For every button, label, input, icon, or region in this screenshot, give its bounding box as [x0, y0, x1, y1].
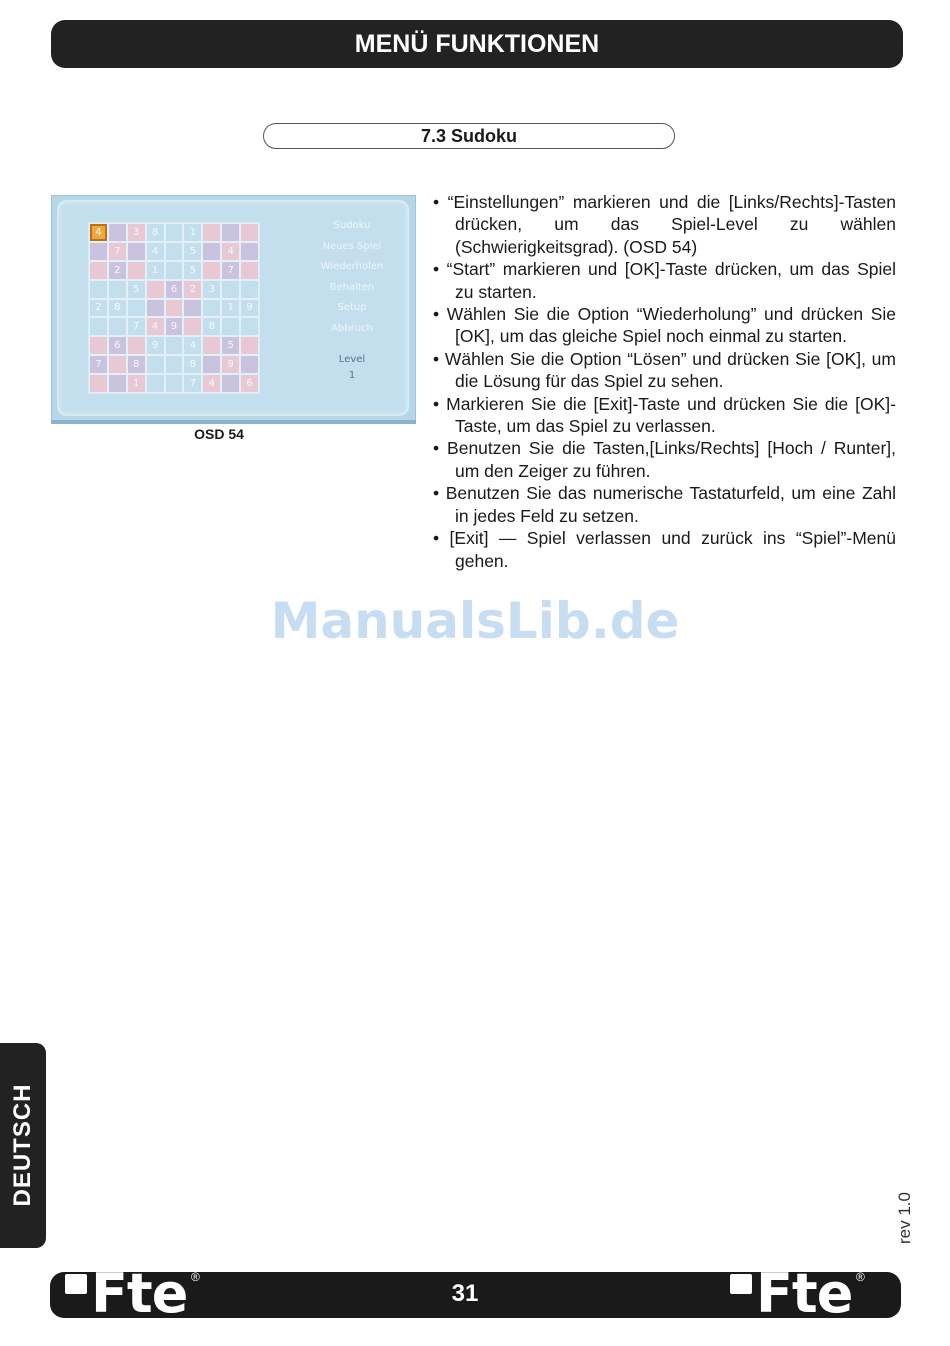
sudoku-cell[interactable] — [165, 261, 184, 280]
sudoku-cell[interactable]: 1 — [146, 261, 165, 280]
sudoku-cell[interactable]: 8 — [108, 299, 127, 318]
sudoku-cell[interactable]: 8 — [146, 223, 165, 242]
sudoku-cell[interactable] — [108, 355, 127, 374]
sudoku-cell[interactable]: 4 — [221, 242, 240, 261]
sudoku-cell[interactable] — [221, 223, 240, 242]
sudoku-cell[interactable] — [108, 280, 127, 299]
sudoku-cell[interactable] — [165, 299, 184, 318]
logo-square-icon — [65, 1274, 87, 1294]
sudoku-cell[interactable] — [108, 374, 127, 393]
sudoku-cell[interactable] — [146, 355, 165, 374]
sudoku-cell[interactable]: 1 — [127, 374, 146, 393]
sudoku-cell[interactable]: 6 — [165, 280, 184, 299]
sudoku-cell[interactable]: 7 — [221, 261, 240, 280]
sudoku-cell[interactable] — [202, 355, 221, 374]
instruction-item: • “Einstellungen” markieren und die [Links/Rechts]-Tasten drücken, um das Spiel-Level zu wählen (Schwierigkeitsgrad). (OSD 54) — [433, 192, 896, 257]
sudoku-cell[interactable]: 1 — [183, 223, 202, 242]
sudoku-cell[interactable] — [183, 317, 202, 336]
fte-logo — [730, 1262, 880, 1325]
sudoku-cell[interactable]: 4 — [146, 242, 165, 261]
sudoku-cell[interactable]: 9 — [146, 336, 165, 355]
osd-caption: OSD 54 — [194, 426, 244, 442]
sudoku-cell[interactable] — [202, 261, 221, 280]
sudoku-cell[interactable]: 2 — [108, 261, 127, 280]
sudoku-cell[interactable] — [240, 280, 259, 299]
osd-panel — [57, 200, 409, 416]
instruction-item: • Benutzen Sie das numerische Tastaturfeld, um eine Zahl in jedes Feld zu setzen. — [433, 483, 896, 526]
sudoku-cell[interactable]: 9 — [221, 355, 240, 374]
registered-mark: ® — [856, 1270, 865, 1284]
logo-text: Fte — [91, 1262, 188, 1325]
sudoku-cell[interactable] — [89, 317, 108, 336]
sudoku-cell[interactable] — [240, 336, 259, 355]
instruction-item: • Wählen Sie die Option “Wiederholung” und drücken Sie [OK], um das gleiche Spiel noch einmal zu starten. — [433, 304, 896, 347]
sudoku-cell[interactable] — [202, 299, 221, 318]
sudoku-cell[interactable] — [221, 317, 240, 336]
sudoku-cell[interactable]: 9 — [165, 317, 184, 336]
sudoku-cell[interactable] — [108, 223, 127, 242]
osd-menu-title: Sudoku — [333, 220, 371, 231]
sudoku-cell[interactable] — [165, 355, 184, 374]
revision-label: rev 1.0 — [895, 1192, 914, 1244]
language-tab — [0, 1043, 46, 1248]
instruction-list — [433, 191, 896, 572]
sudoku-cell[interactable] — [146, 280, 165, 299]
sudoku-cell[interactable] — [202, 223, 221, 242]
section-title-text: 7.3 Sudoku — [420, 125, 518, 146]
sudoku-cell[interactable] — [89, 261, 108, 280]
logo-text: Fte — [756, 1262, 853, 1325]
sudoku-cell[interactable] — [202, 242, 221, 261]
osd-menu-item-keep[interactable]: Behalten — [329, 281, 375, 293]
page-number: 31 — [451, 1280, 479, 1307]
sudoku-cell[interactable]: 6 — [240, 374, 259, 393]
sudoku-cell[interactable] — [240, 242, 259, 261]
osd-menu-item-abort[interactable]: Abbruch — [331, 322, 373, 334]
page-header — [51, 20, 903, 68]
osd-border — [51, 420, 416, 424]
sudoku-cell[interactable]: 5 — [221, 336, 240, 355]
sudoku-cell[interactable] — [202, 336, 221, 355]
sudoku-cell[interactable]: 8 — [202, 317, 221, 336]
osd-level-value: 1 — [348, 370, 356, 381]
sudoku-cell[interactable] — [165, 336, 184, 355]
fte-logo — [65, 1262, 215, 1325]
instruction-item: • Wählen Sie die Option “Lösen” und drücken Sie [OK], um die Lösung für das Spiel zu sehen. — [433, 348, 896, 392]
page-title: MENÜ FUNKTIONEN — [354, 29, 600, 58]
sudoku-cell[interactable] — [89, 280, 108, 299]
sudoku-cell[interactable]: 8 — [127, 355, 146, 374]
sudoku-cell[interactable] — [89, 242, 108, 261]
sudoku-cell[interactable] — [221, 374, 240, 393]
sudoku-cell[interactable]: 2 — [89, 299, 108, 318]
sudoku-grid — [88, 222, 260, 394]
sudoku-cell[interactable] — [165, 223, 184, 242]
sudoku-cell[interactable] — [89, 336, 108, 355]
logo-square-icon — [730, 1274, 752, 1294]
osd-level-label: Level — [338, 354, 366, 365]
watermark: ManualsLib.de — [270, 592, 680, 650]
sudoku-cell[interactable] — [108, 317, 127, 336]
sudoku-cell[interactable]: 7 — [108, 242, 127, 261]
osd-menu — [307, 216, 397, 339]
sudoku-cell[interactable] — [127, 261, 146, 280]
sudoku-cell[interactable] — [240, 261, 259, 280]
sudoku-cell[interactable]: 4 — [89, 223, 108, 242]
instruction-item: • Benutzen Sie die Tasten,[Links/Rechts] [Hoch / Runter], um den Zeiger zu führen. — [433, 438, 896, 481]
sudoku-cell[interactable] — [146, 299, 165, 318]
sudoku-cell[interactable]: 6 — [108, 336, 127, 355]
sudoku-cell[interactable] — [183, 299, 202, 318]
sudoku-cell[interactable] — [89, 374, 108, 393]
sudoku-cell[interactable]: 4 — [183, 336, 202, 355]
section-title — [263, 123, 675, 149]
osd-menu-item-new-game[interactable]: Neues Spiel — [322, 240, 382, 252]
registered-mark: ® — [191, 1270, 200, 1284]
osd-menu-item-setup[interactable]: Setup — [337, 302, 367, 313]
sudoku-cell[interactable]: 5 — [183, 242, 202, 261]
sudoku-cell[interactable]: 4 — [202, 374, 221, 393]
sudoku-cell[interactable]: 9 — [240, 299, 259, 318]
sudoku-cell[interactable]: 3 — [127, 223, 146, 242]
osd-level — [307, 352, 397, 384]
sudoku-cell[interactable]: 8 — [183, 355, 202, 374]
sudoku-cell[interactable]: 7 — [183, 374, 202, 393]
sudoku-cell[interactable]: 5 — [183, 261, 202, 280]
instruction-item: • [Exit] — Spiel verlassen und zurück ins “Spiel”-Menü gehen. — [433, 528, 896, 571]
sudoku-cell[interactable] — [146, 374, 165, 393]
sudoku-cell[interactable]: 4 — [146, 317, 165, 336]
sudoku-cell[interactable] — [221, 280, 240, 299]
sudoku-cell[interactable] — [127, 242, 146, 261]
sudoku-cell[interactable] — [240, 223, 259, 242]
osd-screenshot — [51, 195, 416, 424]
sudoku-cell[interactable]: 7 — [89, 355, 108, 374]
sudoku-cell[interactable]: 2 — [183, 280, 202, 299]
sudoku-cell[interactable]: 7 — [127, 317, 146, 336]
sudoku-cell[interactable]: 5 — [127, 280, 146, 299]
instruction-item: • “Start” markieren und [OK]-Taste drücken, um das Spiel zu starten. — [433, 259, 896, 302]
osd-menu-item-repeat[interactable]: Wiederholen — [320, 261, 384, 272]
sudoku-cell[interactable]: 3 — [202, 280, 221, 299]
sudoku-cell[interactable] — [127, 336, 146, 355]
instruction-item: • Markieren Sie die [Exit]-Taste und drücken Sie die [OK]-Taste, um das Spiel zu verlassen. — [433, 393, 896, 437]
sudoku-cell[interactable]: 1 — [221, 299, 240, 318]
sudoku-cell[interactable] — [240, 355, 259, 374]
sudoku-cell[interactable] — [127, 299, 146, 318]
sudoku-cell[interactable] — [165, 242, 184, 261]
sudoku-cell[interactable] — [165, 374, 184, 393]
language-tab-label: DEUTSCH — [9, 1083, 36, 1207]
sudoku-cell[interactable] — [240, 317, 259, 336]
